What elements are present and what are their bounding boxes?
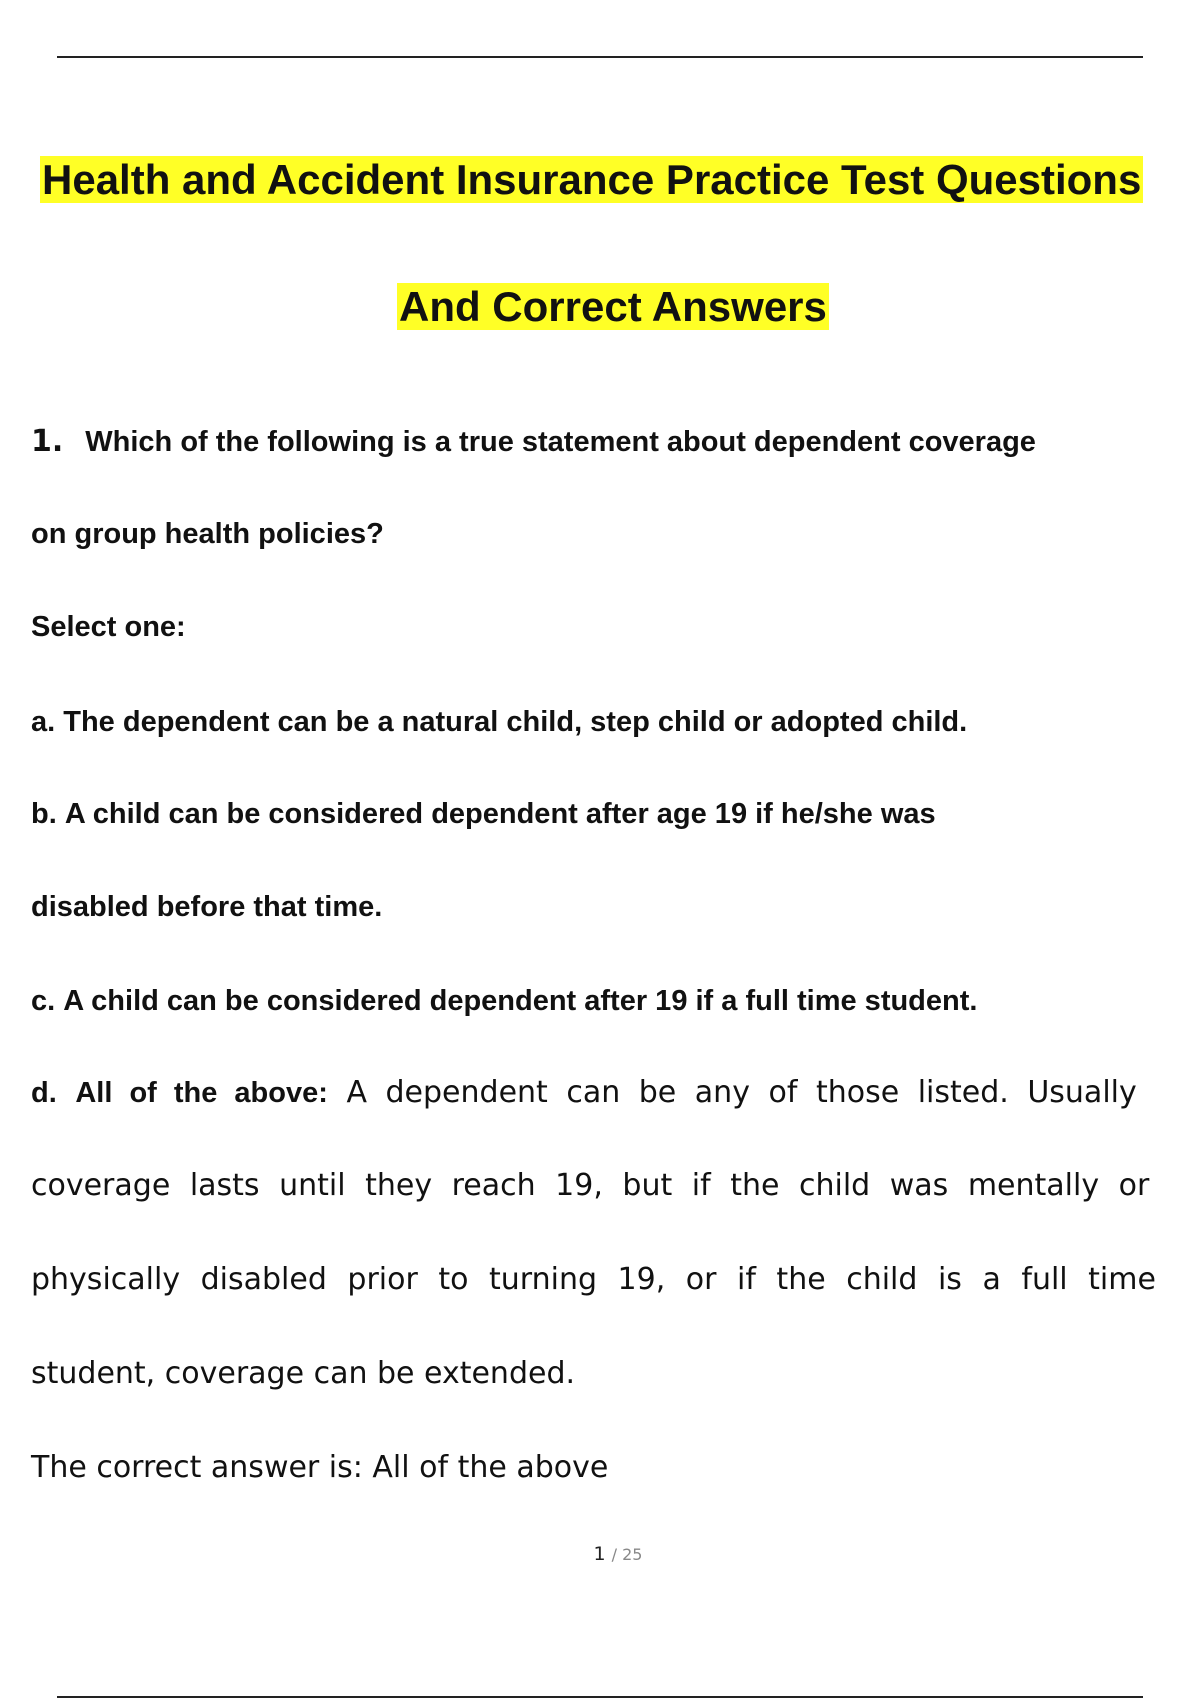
question-line-1 [31, 424, 1036, 460]
option-d-explanation-1: A dependent can be any of those listed. Usually [346, 1075, 1137, 1110]
correct-answer: The correct answer is: All of the above [31, 1450, 609, 1485]
top-rule [57, 56, 1143, 58]
select-one-instruction: Select one: [31, 611, 186, 643]
page-number [0, 1543, 1200, 1565]
option-d-letter: d. [31, 1077, 57, 1109]
option-c-text: A child can be considered dependent after 19 if a full time student. [63, 985, 978, 1017]
option-c [31, 983, 977, 1019]
option-c-letter: c. [31, 985, 56, 1017]
option-d-explanation-3: physically disabled prior to turning 19, or if the child is a full time [31, 1262, 1156, 1297]
title-highlight-2: And Correct Answers [399, 283, 827, 330]
page-title-line-1 [40, 154, 1143, 206]
option-b-line-2: disabled before that time. [31, 891, 383, 923]
title-highlight-1: Health and Accident Insurance Practice Test Questions [42, 156, 1142, 203]
option-d-lead: All of the above: [75, 1077, 328, 1109]
option-b-text-1: A child can be considered dependent after age 19 if he/she was [64, 798, 936, 830]
question-number: 1. [31, 424, 64, 459]
option-a-letter: a. [31, 706, 56, 738]
current-page: 1 [593, 1543, 606, 1565]
option-b-letter: b. [31, 798, 57, 830]
option-a [31, 704, 967, 740]
option-b [31, 796, 936, 832]
question-line-2: on group health policies? [31, 518, 384, 550]
option-d [31, 1074, 1200, 1112]
option-d-explanation-2: coverage lasts until they reach 19, but if the child was mentally or [31, 1168, 1150, 1203]
page-total: / 25 [611, 1545, 643, 1564]
option-a-text: The dependent can be a natural child, step child or adopted child. [63, 706, 968, 738]
option-d-explanation-4: student, coverage can be extended. [31, 1356, 576, 1391]
bottom-rule [57, 1696, 1143, 1698]
question-text-1: Which of the following is a true statement about dependent coverage [85, 426, 1036, 458]
page-title-line-2 [397, 281, 829, 333]
